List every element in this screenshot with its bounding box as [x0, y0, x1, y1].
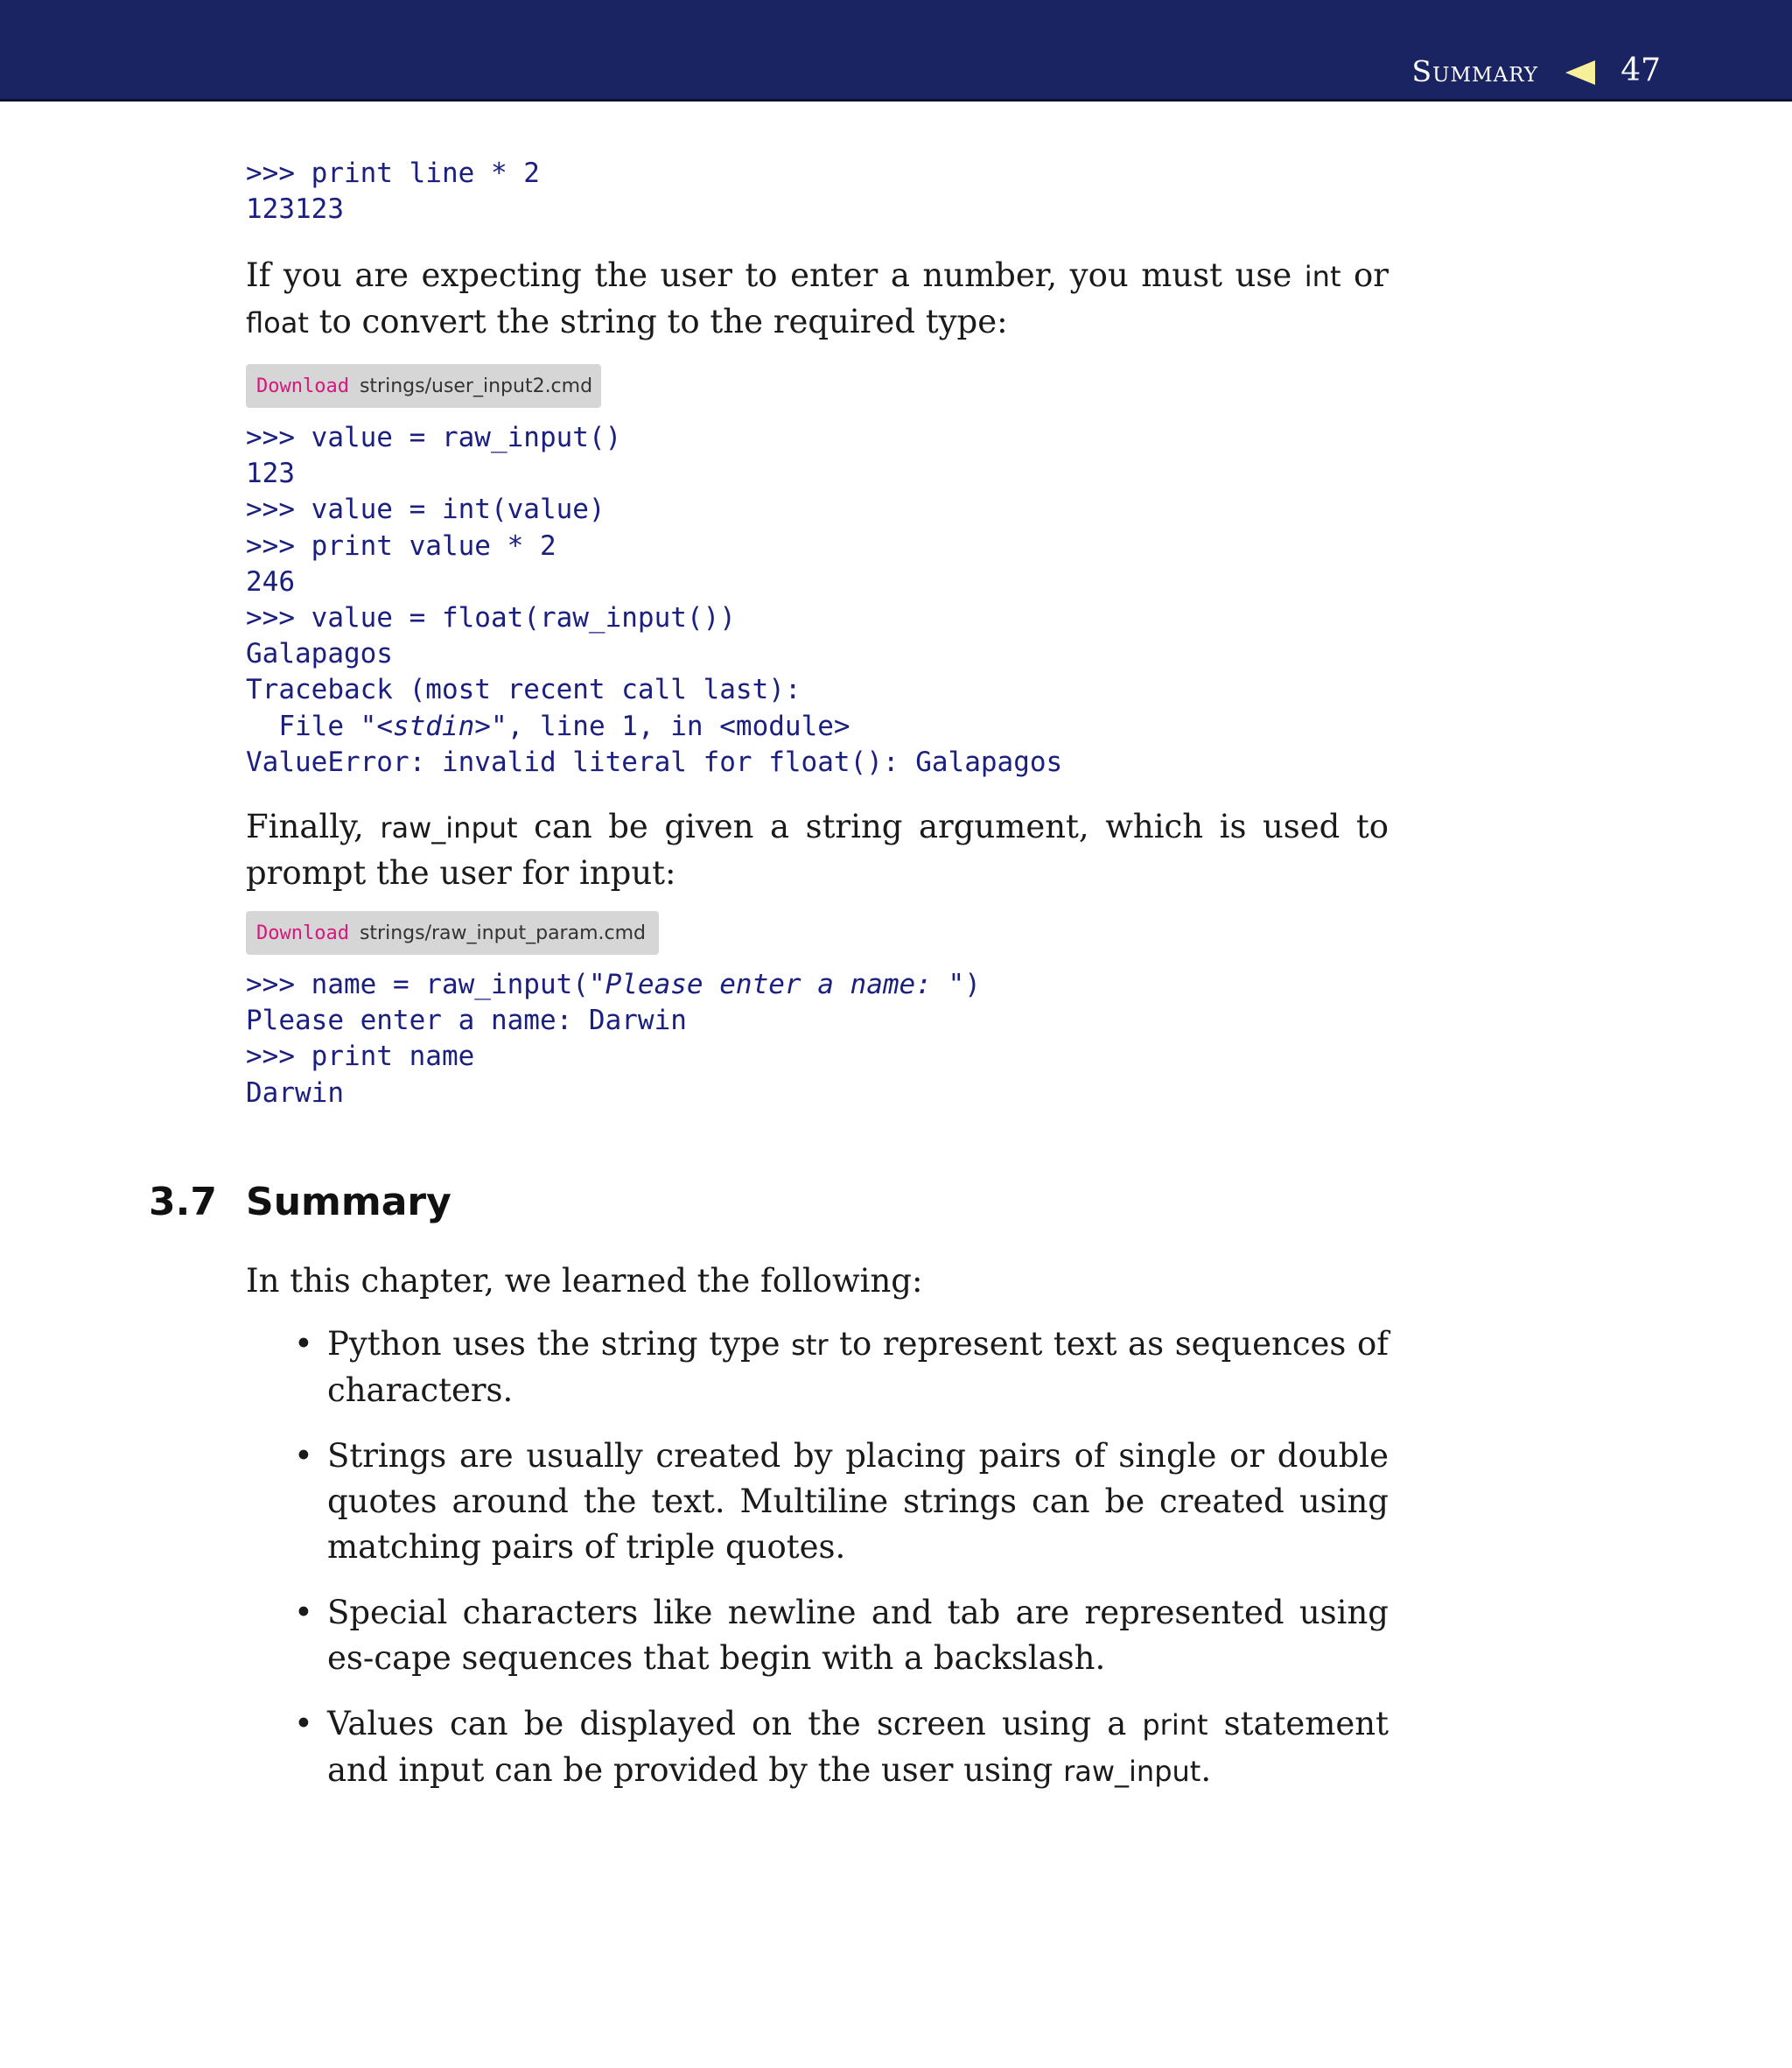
code-block-print-line: >>> print line * 2 123123 [246, 158, 540, 226]
list-item: • Values can be displayed on the screen using a print statement and input can be provided by the user using raw_input. [294, 1705, 1389, 1789]
code-line: 123 [246, 458, 295, 490]
code-line: >>> print name [246, 1041, 475, 1073]
list-item: • Special characters like newline and tab are represented using es-cape sequences that begin with a backslash. [294, 1594, 1389, 1677]
download-label: Download [256, 375, 349, 397]
code-line: >>> name = raw_input("Please enter a name: ") [246, 969, 981, 1000]
summary-intro: In this chapter, we learned the following: [246, 1262, 923, 1300]
code-line: 246 [246, 565, 295, 598]
code-line: Galapagos [246, 638, 393, 670]
code-block-raw-input-param [246, 967, 981, 1111]
code-line-file: File "<stdin>", line 1, in <module> [246, 710, 850, 742]
inline-code-float: float [246, 306, 309, 340]
running-header [0, 0, 1792, 102]
paragraph-int-float: If you are expecting the user to enter a number, you must use int or float to convert the string to the required type: [246, 256, 1389, 340]
code-line: >>> value = raw_input() [246, 422, 622, 453]
triangle-left-icon [1565, 60, 1595, 85]
code-line: Darwin [246, 1076, 344, 1109]
inline-code-raw-input: raw_input [1063, 1755, 1201, 1788]
download-path: strings/raw_input_param.cmd [359, 922, 646, 944]
list-item: • Strings are usually created by placing pairs of single or double quotes around the text. Multiline strings can be created using matching pairs of triple quotes. [294, 1437, 1389, 1566]
section-title: Summary [246, 1180, 452, 1224]
inline-code-print: print [1142, 1708, 1208, 1742]
section-heading [149, 1180, 452, 1224]
running-header-section: Summary [1411, 54, 1538, 88]
download-link-raw-input-param[interactable] [246, 911, 659, 955]
download-link-user-input2[interactable] [246, 364, 601, 408]
section-number: 3.7 [149, 1180, 217, 1224]
code-block-user-input2 [246, 420, 1062, 781]
summary-list [294, 1321, 1389, 1814]
inline-code-raw-input: raw_input [380, 811, 518, 845]
list-item: • Python uses the string type str to represent text as sequences of characters. [294, 1325, 1389, 1409]
code-line: Please enter a name: Darwin [246, 1005, 687, 1037]
inline-code-str: str [791, 1328, 829, 1362]
download-label: Download [256, 922, 349, 944]
inline-code-int: int [1304, 260, 1341, 293]
code-line: Traceback (most recent call last): [246, 674, 802, 706]
code-line: ValueError: invalid literal for float(): Galapagos [246, 746, 1063, 778]
paragraph-raw-input-prompt: Finally, raw_input can be given a string argument, which is used to prompt the user for input: [246, 808, 1390, 892]
code-line: >>> value = float(raw_input()) [246, 601, 736, 634]
page-number: 47 [1620, 53, 1661, 88]
download-path: strings/user_input2.cmd [359, 375, 593, 397]
code-line: >>> print value * 2 [246, 529, 556, 562]
code-line: >>> value = int(value) [246, 494, 606, 526]
